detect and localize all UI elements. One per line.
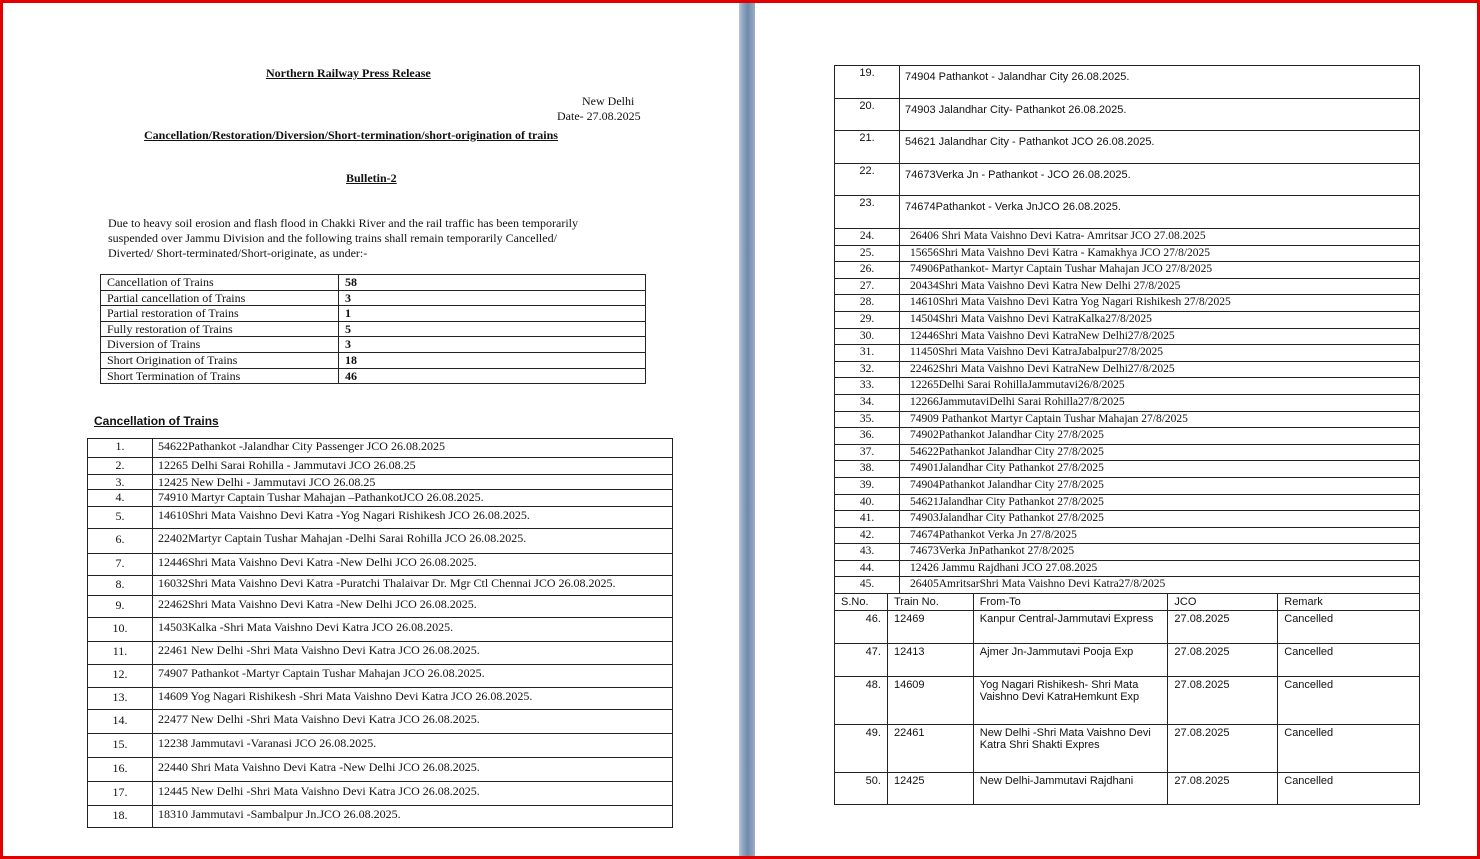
right-page[interactable]	[755, 3, 1477, 856]
cancellation-detail-table	[834, 593, 1420, 805]
row-text: 74904 Pathankot - Jalandhar City 26.08.2025.	[900, 66, 1420, 99]
row-text: 54621 Jalandhar City - Pathankot JCO 26.08.2025.	[900, 131, 1420, 164]
row-text: 54622Pathankot Jalandhar City 27/8/2025	[900, 444, 1420, 461]
summary-row	[101, 352, 646, 368]
column-header: Remark	[1278, 594, 1420, 611]
row-text: 74904Pathankot Jalandhar City 27/8/2025	[900, 477, 1420, 494]
row-number: 36.	[835, 428, 900, 445]
row-text: 74673Verka JnPathankot 27/8/2025	[900, 544, 1420, 561]
left-page[interactable]	[3, 3, 739, 856]
summary-value: 18	[339, 352, 646, 368]
row-text: 22462Shri Mata Vaishno Devi Katra -New Delhi JCO 26.08.2025.	[153, 596, 673, 618]
row-number: 37.	[835, 444, 900, 461]
cell-train: 12425	[887, 773, 973, 805]
cell-jco: 27.08.2025	[1168, 725, 1278, 773]
row-text: 12446Shri Mata Vaishno Devi Katra -New Delhi JCO 26.08.2025.	[153, 554, 673, 576]
row-text: 14503Kalka -Shri Mata Vaishno Devi Katra JCO 26.08.2025.	[153, 618, 673, 642]
summary-value: 3	[339, 337, 646, 353]
row-text: 26406 Shri Mata Vaishno Devi Katra- Amritsar JCO 27.08.2025	[900, 229, 1420, 246]
press-release-title: Northern Railway Press Release	[266, 66, 431, 80]
row-number: 26.	[835, 262, 900, 279]
row-number: 34.	[835, 394, 900, 411]
table-row	[835, 544, 1420, 561]
row-text: 12446Shri Mata Vaishno Devi KatraNew Delhi27/8/2025	[900, 328, 1420, 345]
row-number: 35.	[835, 411, 900, 428]
row-text: 74673Verka Jn - Pathankot - JCO 26.08.2025.	[900, 163, 1420, 196]
table-row	[88, 642, 673, 665]
row-text: 12445 New Delhi -Shri Mata Vaishno Devi Katra JCO 26.08.2025.	[153, 782, 673, 806]
table-row	[88, 688, 673, 710]
summary-label: Cancellation of Trains	[101, 275, 339, 291]
summary-value: 3	[339, 290, 646, 306]
row-number: 19.	[835, 66, 900, 99]
cell-train: 22461	[887, 725, 973, 773]
summary-label: Partial cancellation of Trains	[101, 290, 339, 306]
table-row	[88, 529, 673, 554]
row-number: 42.	[835, 527, 900, 544]
table-row	[835, 345, 1420, 362]
row-text: 14609 Yog Nagari Rishikesh -Shri Mata Vaishno Devi Katra JCO 26.08.2025.	[153, 688, 673, 710]
row-text: 22477 New Delhi -Shri Mata Vaishno Devi Katra JCO 26.08.2025.	[153, 710, 673, 734]
row-text: 74907 Pathankot -Martyr Captain Tushar Mahajan JCO 26.08.2025.	[153, 665, 673, 688]
table-row	[835, 311, 1420, 328]
table-row	[835, 577, 1420, 594]
row-number: 5.	[88, 507, 153, 529]
row-text: 12266JammutaviDelhi Sarai Rohilla27/8/2025	[900, 394, 1420, 411]
table-row	[835, 560, 1420, 577]
row-number: 40.	[835, 494, 900, 511]
row-text: 12238 Jammutavi -Varanasi JCO 26.08.2025.	[153, 734, 673, 758]
cell-jco: 27.08.2025	[1168, 611, 1278, 644]
cell-train: 14609	[887, 677, 973, 725]
row-number: 18.	[88, 806, 153, 828]
intro-line-3: Diverted/ Short-terminated/Short-originate, as under:-	[108, 246, 368, 260]
table-row	[835, 644, 1420, 677]
table-row	[835, 196, 1420, 229]
row-number: 33.	[835, 378, 900, 395]
summary-row	[101, 368, 646, 384]
cell-remark: Cancelled	[1278, 773, 1420, 805]
row-number: 27.	[835, 278, 900, 295]
table-row	[835, 163, 1420, 196]
cell-train: 12413	[887, 644, 973, 677]
cell-jco: 27.08.2025	[1168, 677, 1278, 725]
row-text: 12426 Jammu Rajdhani JCO 27.08.2025	[900, 560, 1420, 577]
row-number: 20.	[835, 98, 900, 131]
table-row	[88, 439, 673, 458]
row-text: 11450Shri Mata Vaishno Devi KatraJabalpur27/8/2025	[900, 345, 1420, 362]
row-text: 22402Martyr Captain Tushar Mahajan -Delhi Sarai Rohilla JCO 26.08.2025.	[153, 529, 673, 554]
table-row	[88, 458, 673, 475]
row-number: 32.	[835, 361, 900, 378]
cell-route: New Delhi-Jammutavi Rajdhani	[973, 773, 1168, 805]
row-number: 4.	[88, 490, 153, 507]
column-header: From-To	[973, 594, 1168, 611]
intro-line-1: Due to heavy soil erosion and flash flood in Chakki River and the rail traffic has been temporarily	[108, 216, 578, 230]
column-header: JCO	[1168, 594, 1278, 611]
row-number: 14.	[88, 710, 153, 734]
table-row	[835, 725, 1420, 773]
row-text: 74903Jalandhar City Pathankot 27/8/2025	[900, 511, 1420, 528]
table-row	[88, 596, 673, 618]
table-row	[88, 618, 673, 642]
table-row	[835, 411, 1420, 428]
table-row	[835, 361, 1420, 378]
table-row	[835, 477, 1420, 494]
table-row	[835, 328, 1420, 345]
row-number: 29.	[835, 311, 900, 328]
row-text: 74674Pathankot Verka Jn 27/8/2025	[900, 527, 1420, 544]
cell-route: New Delhi -Shri Mata Vaishno Devi Katra Shri Shakti Expres	[973, 725, 1168, 773]
date-text: Date- 27.08.2025	[557, 109, 641, 123]
row-text: 18310 Jammutavi -Sambalpur Jn.JCO 26.08.2025.	[153, 806, 673, 828]
cell-remark: Cancelled	[1278, 725, 1420, 773]
row-text: 74906Pathankot- Martyr Captain Tushar Mahajan JCO 27/8/2025	[900, 262, 1420, 279]
row-number: 41.	[835, 511, 900, 528]
table-row	[835, 394, 1420, 411]
row-number: 30.	[835, 328, 900, 345]
row-text: 12265Delhi Sarai RohillaJammutavi26/8/2025	[900, 378, 1420, 395]
row-number: 10.	[88, 618, 153, 642]
table-row	[835, 229, 1420, 246]
row-text: 22440 Shri Mata Vaishno Devi Katra -New Delhi JCO 26.08.2025.	[153, 758, 673, 782]
table-row	[88, 507, 673, 529]
cell-remark: Cancelled	[1278, 611, 1420, 644]
summary-row	[101, 337, 646, 353]
summary-label: Short Origination of Trains	[101, 352, 339, 368]
row-number: 1.	[88, 439, 153, 458]
table-row	[835, 295, 1420, 312]
cell-remark: Cancelled	[1278, 644, 1420, 677]
row-text: 14610Shri Mata Vaishno Devi Katra Yog Nagari Rishikesh 27/8/2025	[900, 295, 1420, 312]
row-text: 22462Shri Mata Vaishno Devi KatraNew Delhi27/8/2025	[900, 361, 1420, 378]
row-number: 8.	[88, 576, 153, 596]
summary-label: Short Termination of Trains	[101, 368, 339, 384]
row-number: 43.	[835, 544, 900, 561]
cell-train: 12469	[887, 611, 973, 644]
row-number: 17.	[88, 782, 153, 806]
table-row	[88, 758, 673, 782]
table-row	[835, 278, 1420, 295]
table-row	[835, 461, 1420, 478]
cell-route: Yog Nagari Rishikesh- Shri Mata Vaishno Devi KatraHemkunt Exp	[973, 677, 1168, 725]
row-number: 24.	[835, 229, 900, 246]
summary-value: 5	[339, 321, 646, 337]
cell-n: 49.	[835, 725, 888, 773]
row-text: 16032Shri Mata Vaishno Devi Katra -Puratchi Thalaivar Dr. Mgr Ctl Chennai JCO 26.08.2025.	[153, 576, 673, 596]
row-number: 9.	[88, 596, 153, 618]
summary-row	[101, 290, 646, 306]
cancellation-table-compact	[834, 228, 1420, 594]
row-text: 20434Shri Mata Vaishno Devi Katra New Delhi 27/8/2025	[900, 278, 1420, 295]
row-text: 15656Shri Mata Vaishno Devi Katra - Kamakhya JCO 27/8/2025	[900, 245, 1420, 262]
table-row	[835, 527, 1420, 544]
table-row	[835, 511, 1420, 528]
table-row	[835, 245, 1420, 262]
summary-value: 1	[339, 306, 646, 322]
row-number: 38.	[835, 461, 900, 478]
row-number: 16.	[88, 758, 153, 782]
row-number: 3.	[88, 475, 153, 490]
row-text: 22461 New Delhi -Shri Mata Vaishno Devi Katra JCO 26.08.2025.	[153, 642, 673, 665]
row-text: 54621Jalandhar City Pathankot 27/8/2025	[900, 494, 1420, 511]
table-row	[88, 734, 673, 758]
row-text: 14504Shri Mata Vaishno Devi KatraKalka27/8/2025	[900, 311, 1420, 328]
column-header: S.No.	[835, 594, 888, 611]
cell-route: Kanpur Central-Jammutavi Express	[973, 611, 1168, 644]
summary-row	[101, 275, 646, 291]
table-row	[88, 490, 673, 507]
table-row	[835, 444, 1420, 461]
table-row	[835, 494, 1420, 511]
table-row	[835, 98, 1420, 131]
table-row	[88, 665, 673, 688]
table-row	[835, 428, 1420, 445]
row-text: 74909 Pathankot Martyr Captain Tushar Mahajan 27/8/2025	[900, 411, 1420, 428]
row-text: 12265 Delhi Sarai Rohilla - Jammutavi JCO 26.08.25	[153, 458, 673, 475]
place-text: New Delhi	[582, 94, 635, 108]
row-text: 14610Shri Mata Vaishno Devi Katra -Yog Nagari Rishikesh JCO 26.08.2025.	[153, 507, 673, 529]
cancellation-heading: Cancellation of Trains	[94, 414, 219, 428]
cancellation-table-continued	[834, 65, 1420, 229]
row-number: 11.	[88, 642, 153, 665]
table-row	[88, 782, 673, 806]
cell-n: 48.	[835, 677, 888, 725]
cell-route: Ajmer Jn-Jammutavi Pooja Exp	[973, 644, 1168, 677]
subtitle: Cancellation/Restoration/Diversion/Short-termination/short-origination of trains	[144, 128, 558, 142]
row-number: 23.	[835, 196, 900, 229]
summary-table	[100, 274, 646, 384]
row-number: 21.	[835, 131, 900, 164]
intro-line-2: suspended over Jammu Division and the following trains shall remain temporarily Cancelled/	[108, 231, 557, 245]
cancellation-table	[87, 438, 673, 828]
table-row	[835, 131, 1420, 164]
table-header-row	[835, 594, 1420, 611]
summary-value: 46	[339, 368, 646, 384]
row-number: 13.	[88, 688, 153, 710]
row-number: 15.	[88, 734, 153, 758]
row-text: 74903 Jalandhar City- Pathankot 26.08.2025.	[900, 98, 1420, 131]
cell-n: 50.	[835, 773, 888, 805]
summary-value: 58	[339, 275, 646, 291]
row-number: 39.	[835, 477, 900, 494]
page-gutter	[739, 3, 755, 856]
table-row	[835, 773, 1420, 805]
row-text: 54622Pathankot -Jalandhar City Passenger JCO 26.08.2025	[153, 439, 673, 458]
column-header: Train No.	[887, 594, 973, 611]
table-row	[88, 554, 673, 576]
row-number: 7.	[88, 554, 153, 576]
table-row	[88, 576, 673, 596]
table-row	[835, 66, 1420, 99]
row-number: 44.	[835, 560, 900, 577]
bulletin-title: Bulletin-2	[346, 171, 397, 185]
row-number: 45.	[835, 577, 900, 594]
table-row	[88, 806, 673, 828]
row-number: 22.	[835, 163, 900, 196]
table-row	[88, 475, 673, 490]
row-number: 2.	[88, 458, 153, 475]
row-number: 12.	[88, 665, 153, 688]
row-text: 74902Pathankot Jalandhar City 27/8/2025	[900, 428, 1420, 445]
row-number: 31.	[835, 345, 900, 362]
row-text: 74674Pathankot - Verka JnJCO 26.08.2025.	[900, 196, 1420, 229]
table-row	[835, 611, 1420, 644]
summary-row	[101, 306, 646, 322]
cell-jco: 27.08.2025	[1168, 773, 1278, 805]
table-row	[88, 710, 673, 734]
summary-label: Partial restoration of Trains	[101, 306, 339, 322]
row-text: 74910 Martyr Captain Tushar Mahajan –PathankotJCO 26.08.2025.	[153, 490, 673, 507]
row-number: 6.	[88, 529, 153, 554]
row-number: 28.	[835, 295, 900, 312]
table-row	[835, 378, 1420, 395]
table-row	[835, 677, 1420, 725]
row-text: 74901Jalandhar City Pathankot 27/8/2025	[900, 461, 1420, 478]
cell-remark: Cancelled	[1278, 677, 1420, 725]
row-text: 12425 New Delhi - Jammutavi JCO 26.08.25	[153, 475, 673, 490]
summary-label: Fully restoration of Trains	[101, 321, 339, 337]
cell-n: 46.	[835, 611, 888, 644]
table-row	[835, 262, 1420, 279]
row-number: 25.	[835, 245, 900, 262]
summary-label: Diversion of Trains	[101, 337, 339, 353]
cell-n: 47.	[835, 644, 888, 677]
row-text: 26405AmritsarShri Mata Vaishno Devi Katra27/8/2025	[900, 577, 1420, 594]
cell-jco: 27.08.2025	[1168, 644, 1278, 677]
summary-row	[101, 321, 646, 337]
